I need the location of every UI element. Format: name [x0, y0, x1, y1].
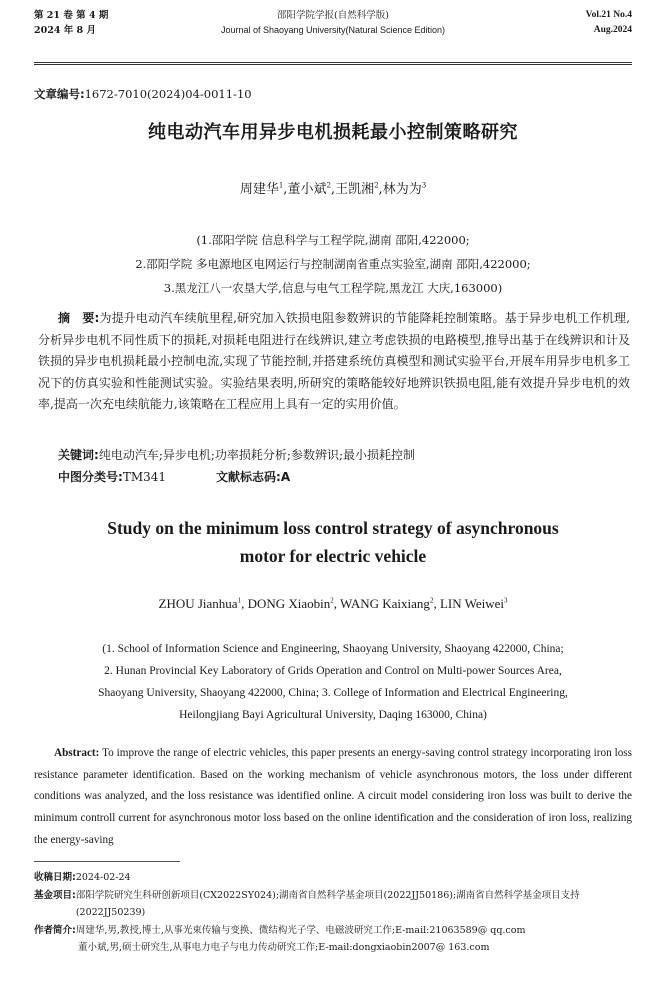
author-bio: [34, 922, 632, 940]
publish-date: 2024 年 8 月: [34, 25, 96, 36]
abstract-text-en: To improve the range of electric vehicles, this paper presents an energy-saving control strategy incorporating iron loss resistance parameter identification. Based on the working mechanism of vehicle asynchronous motors, the loss under different conditions was analyzed, and the loss resistance was identified online. A circuit model considering iron loss was built to derive the minimum controll current for asynchronous motor loss based on the online identification and the consideration of iron loss, realizing the energy-saving: [34, 747, 632, 846]
journal-name-cn: 邵阳学院学报(自然科学版): [277, 10, 389, 21]
author-separator: ,: [283, 182, 288, 197]
author-list-cn: [0, 178, 666, 197]
author-name: LIN Weiwei: [439, 596, 504, 611]
author-affil-mark: 1: [237, 596, 242, 605]
abstract-label-en: Abstract:: [54, 747, 100, 759]
article-number: [34, 86, 252, 102]
title-en-line2: motor for electric vehicle: [239, 546, 427, 566]
author-name: 董小斌: [287, 182, 327, 197]
abstract-cn: [38, 308, 630, 416]
author-separator: ,: [333, 596, 341, 611]
author-separator: ,: [241, 596, 248, 611]
affiliation-line: Heilongjiang Bayi Agricultural University, Daqing 163000, China): [179, 709, 487, 721]
affiliation-line: 2.邵阳学院 多电源地区电网运行与控制湖南省重点实验室,湖南 邵阳,422000;: [135, 257, 531, 271]
affiliation-line: 2. Hunan Provincial Key Laboratory of Grids Operation and Control on Multi-power Sources Area,: [104, 665, 562, 677]
author-affil-mark: 1: [278, 181, 284, 190]
author-separator: ,: [433, 596, 440, 611]
doc-code-label: 文献标志码:: [216, 470, 281, 484]
volume-issue: 第 21 卷 第 4 期: [34, 10, 109, 21]
footnotes: [34, 869, 632, 957]
publish-date-en: Aug.2024: [593, 25, 632, 35]
doc-code-value: A: [280, 470, 291, 484]
issue-info-en: [586, 8, 632, 38]
author-bio-label: 作者简介:: [34, 924, 76, 936]
fund-info: [34, 887, 632, 922]
received-date: [34, 869, 632, 887]
author-name: ZHOU Jianhua: [158, 596, 238, 611]
author-affil-mark: 2: [330, 596, 334, 605]
author-affil-mark: 3: [504, 596, 508, 605]
page-header: [34, 6, 632, 56]
author-affil-mark: 2: [429, 596, 434, 605]
journal-name-en: Journal of Shaoyang University(Natural Science Edition): [220, 25, 446, 35]
journal-name: [34, 8, 632, 38]
header-divider: [34, 62, 632, 65]
author-name: 周建华: [239, 182, 279, 197]
author-name: 林为为: [382, 182, 422, 197]
fund-label: 基金项目:: [34, 889, 76, 901]
fund-value: 邵阳学院研究生科研创新项目(CX2022SY024);湖南省自然科学基金项目(2022JJ50186);湖南省自然科学基金项目支持(2022JJ50239): [75, 889, 580, 918]
abstract-label-cn: 摘 要:: [58, 311, 100, 325]
author-separator: ,: [330, 182, 336, 197]
keywords-text: 纯电动汽车;异步电机;功率损耗分析;参数辨识;最小损耗控制: [98, 448, 415, 462]
volume-issue-en: Vol.21 No.4: [585, 10, 632, 20]
affiliations-cn: [0, 228, 666, 300]
affiliation-line: (1. School of Information Science and Engineering, Shaoyang University, Shaoyang 422000, China;: [102, 643, 564, 655]
author-list-en: [0, 596, 666, 612]
received-value: 2024-02-24: [75, 872, 131, 883]
affiliations-en: [0, 638, 666, 726]
author-affil-mark: 2: [374, 181, 379, 190]
author-name: WANG Kaixiang: [340, 596, 430, 611]
class-number-label: 中图分类号:: [58, 470, 123, 484]
author-bio-2: 董小斌,男,硕士研究生,从事电力电子与电力传动研究工作;E-mail:dongxiaobin2007@ 163.com: [78, 942, 490, 953]
affiliation-line: (1.邵阳学院 信息科学与工程学院,湖南 邵阳,422000;: [196, 233, 470, 247]
page-title-cn: 纯电动汽车用异步电机损耗最小控制策略研究: [148, 122, 518, 143]
author-bio-1: 周建华,男,教授,博士,从事光束传输与变换、微结构光子学、电磁波研究工作;E-mail:21063589@ qq.com: [75, 924, 526, 936]
keywords-cn: [58, 445, 630, 466]
author-affil-mark: 3: [421, 181, 427, 190]
keywords-label: 关键词:: [58, 448, 99, 462]
author-name: DONG Xiaobin: [247, 596, 331, 611]
author-name: 王凯湘: [335, 182, 375, 197]
abstract-text-cn: 为提升电动汽车续航里程,研究加入铁损电阻参数辨识的节能降耗控制策略。基于异步电机工作机理,分析异步电机不同性质下的损耗,对损耗电阻进行在线辨识,建立考虑铁损的电路模型,推导出基于在线辨识和计及铁损的异步电机损耗最小控制电流,实现了节能控制,并搭建系统仿真模型和测试实验平台,开展车用异步电机多工况下的仿真实验和性能测试实验。实验结果表明,所研究的策略能较好地辨识铁损电阻,能有效提升异步电机的效率,提高一次充电续航能力,该策略在工程应用上具有一定的实用价值。: [38, 311, 630, 411]
footnote-divider: [34, 861, 180, 862]
classification-cn: [58, 467, 630, 488]
title-en-line1: Study on the minimum loss control strategy of asynchronous: [107, 518, 559, 538]
article-number-value: 1672-7010(2024)04-0011-10: [84, 87, 252, 101]
article-number-label: 文章编号:: [34, 87, 85, 101]
abstract-en: [34, 743, 632, 852]
affiliation-line: 3.黑龙江八一农垦大学,信息与电气工程学院,黑龙江 大庆,163000): [163, 281, 503, 295]
page-title-en: [0, 514, 666, 570]
received-label: 收稿日期:: [34, 872, 76, 883]
affiliation-line: Shaoyang University, Shaoyang 422000, China; 3. College of Information and Electrical Engineering,: [98, 687, 568, 699]
author-separator: ,: [378, 182, 383, 197]
class-number-value: TM341: [122, 470, 167, 484]
author-affil-mark: 2: [326, 181, 331, 190]
